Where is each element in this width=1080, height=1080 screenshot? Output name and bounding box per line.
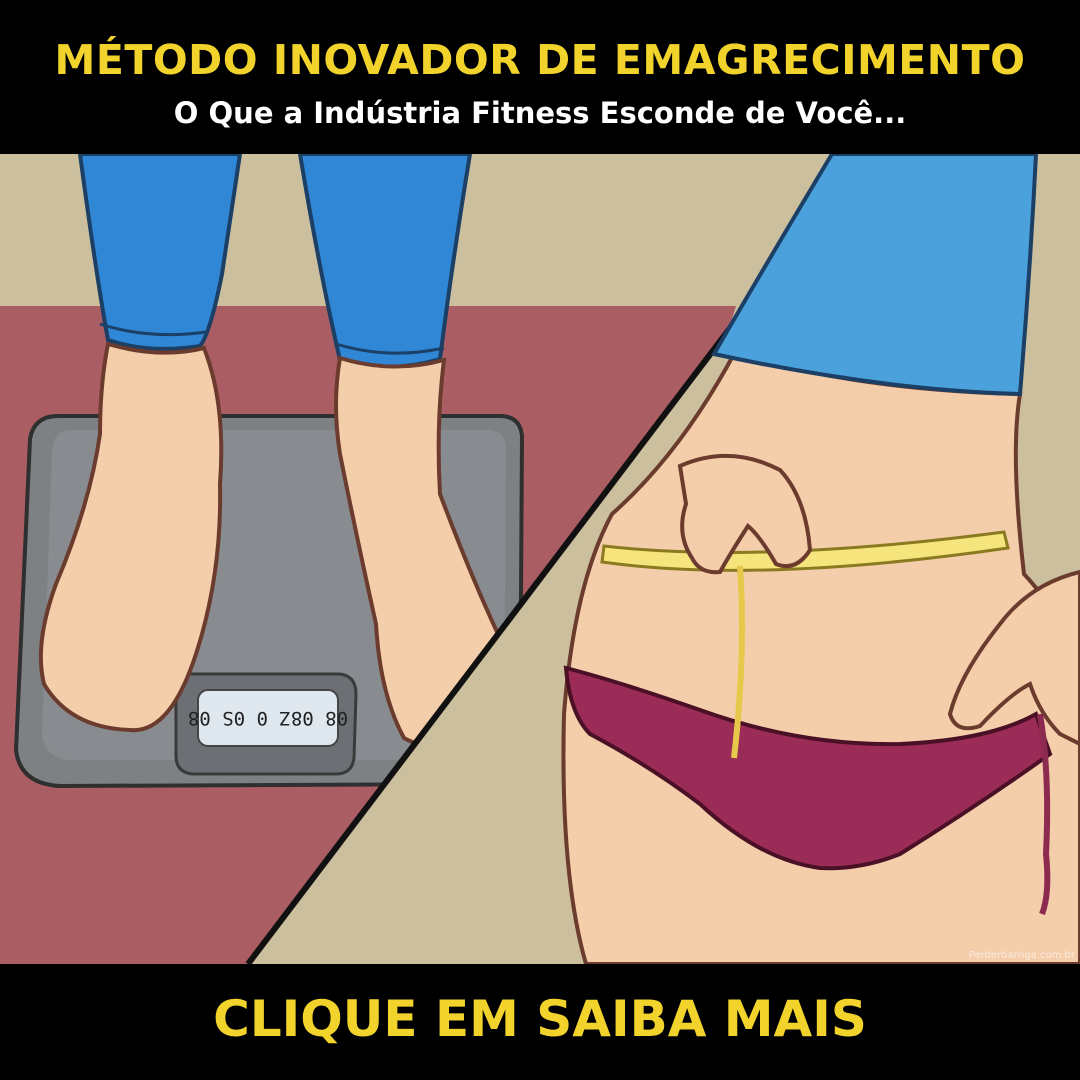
illustration-svg — [0, 154, 1080, 964]
scale-dial-text: 08 08Z 0 0S 08 — [187, 707, 349, 729]
cta-button-text[interactable]: CLIQUE EM SAIBA MAIS — [213, 990, 867, 1048]
before-after-illustration — [0, 154, 1080, 964]
headline: MÉTODO INOVADOR DE EMAGRECIMENTO — [54, 36, 1026, 84]
subheadline: O Que a Indústria Fitness Esconde de Você... — [173, 96, 907, 130]
top-banner — [0, 0, 1080, 154]
cta-banner[interactable] — [0, 964, 1080, 1080]
watermark: Perderbarriga.com.br — [968, 950, 1075, 961]
